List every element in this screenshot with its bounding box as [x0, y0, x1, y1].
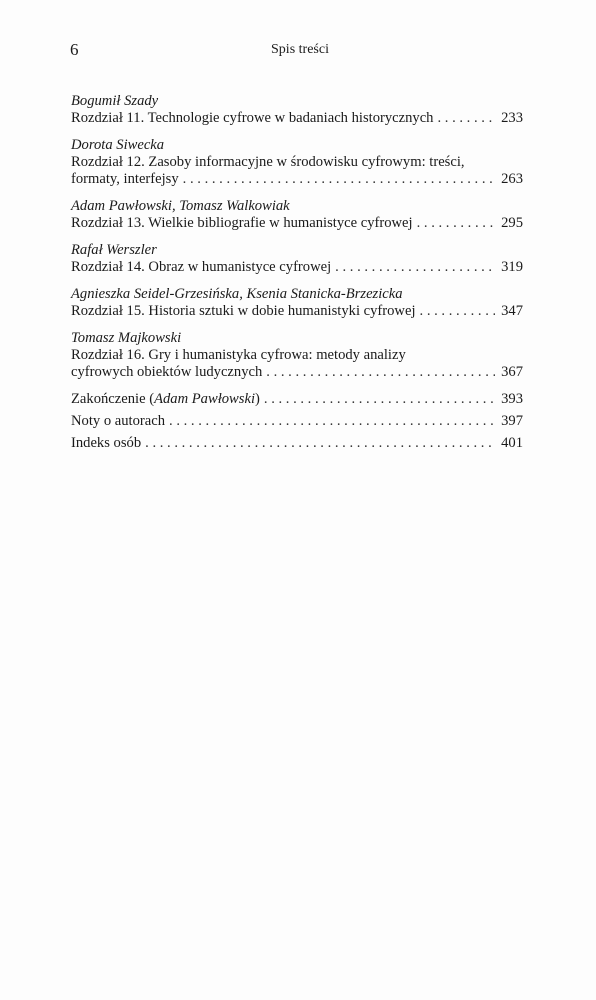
toc-chapter-title: Rozdział 14. Obraz w humanistyce cyfrowej: [71, 259, 332, 275]
toc-row: [71, 413, 523, 430]
toc-entry-chapter-13: [71, 198, 523, 232]
toc-page-number: 393: [501, 391, 523, 407]
toc-author: Bogumił Szady: [71, 93, 159, 109]
toc-entry-author-notes: [71, 413, 523, 430]
toc-row: [71, 110, 523, 127]
dot-leader: [335, 259, 495, 276]
toc-row: [71, 364, 523, 381]
dot-leader: [183, 171, 495, 188]
table-of-contents: [71, 93, 523, 457]
toc-end-matter-author: Adam Pawłowski: [154, 391, 256, 407]
toc-page-number: 397: [501, 413, 523, 429]
toc-chapter-title-continued: cyfrowych obiektów ludycznych: [71, 364, 263, 380]
dot-leader: [266, 364, 495, 381]
toc-entry-conclusion: [71, 391, 523, 408]
toc-page-number: 233: [501, 110, 523, 126]
toc-page-number: 263: [501, 171, 523, 187]
toc-chapter-title: Rozdział 13. Wielkie bibliografie w humanistyce cyfrowej: [71, 215, 413, 231]
toc-page-number: 347: [501, 303, 523, 319]
toc-end-matter-title: Zakończenie (Adam Pawłowski): [71, 391, 260, 407]
dot-leader: [417, 215, 495, 232]
toc-author: Tomasz Majkowski: [71, 330, 182, 346]
toc-page-number: 367: [501, 364, 523, 380]
toc-row: [71, 215, 523, 232]
toc-row: [71, 171, 523, 188]
dot-leader: [420, 303, 495, 320]
toc-chapter-title-continued: formaty, interfejsy: [71, 171, 179, 187]
toc-chapter-title-line: Rozdział 12. Zasoby informacyjne w środowisku cyfrowym: treści,: [71, 154, 465, 170]
toc-entry-chapter-12: [71, 137, 523, 188]
toc-entry-chapter-15: [71, 286, 523, 320]
toc-entry-index: [71, 435, 523, 452]
toc-page-number: 401: [501, 435, 523, 451]
toc-row: [71, 259, 523, 276]
toc-row: [71, 303, 523, 320]
page-header: [70, 40, 530, 62]
toc-chapter-title: Rozdział 15. Historia sztuki w dobie humanistyki cyfrowej: [71, 303, 416, 319]
toc-page-number: 319: [501, 259, 523, 275]
dot-leader: [145, 435, 495, 452]
toc-end-matter-title: Noty o autorach: [71, 413, 166, 429]
dot-leader: [437, 110, 495, 127]
toc-author: Adam Pawłowski, Tomasz Walkowiak: [71, 198, 290, 214]
toc-author: Rafał Werszler: [71, 242, 157, 258]
dot-leader: [169, 413, 495, 430]
toc-chapter-title-line: Rozdział 16. Gry i humanistyka cyfrowa: metody analizy: [71, 347, 406, 363]
toc-entry-chapter-16: [71, 330, 523, 381]
toc-entry-chapter-11: [71, 93, 523, 127]
toc-entry-chapter-14: [71, 242, 523, 276]
toc-author: Dorota Siwecka: [71, 137, 165, 153]
running-title: Spis treści: [271, 42, 329, 57]
page-number: 6: [70, 40, 79, 59]
toc-page-number: 295: [501, 215, 523, 231]
toc-end-matter-label: Zakończenie: [71, 391, 146, 407]
toc-end-matter-title: Indeks osób: [71, 435, 142, 451]
toc-row: [71, 391, 523, 408]
toc-author: Agnieszka Seidel-Grzesińska, Ksenia Stanicka-Brzezicka: [71, 286, 403, 302]
toc-chapter-title: Rozdział 11. Technologie cyfrowe w badaniach historycznych: [71, 110, 434, 126]
dot-leader: [264, 391, 495, 408]
toc-row: [71, 435, 523, 452]
